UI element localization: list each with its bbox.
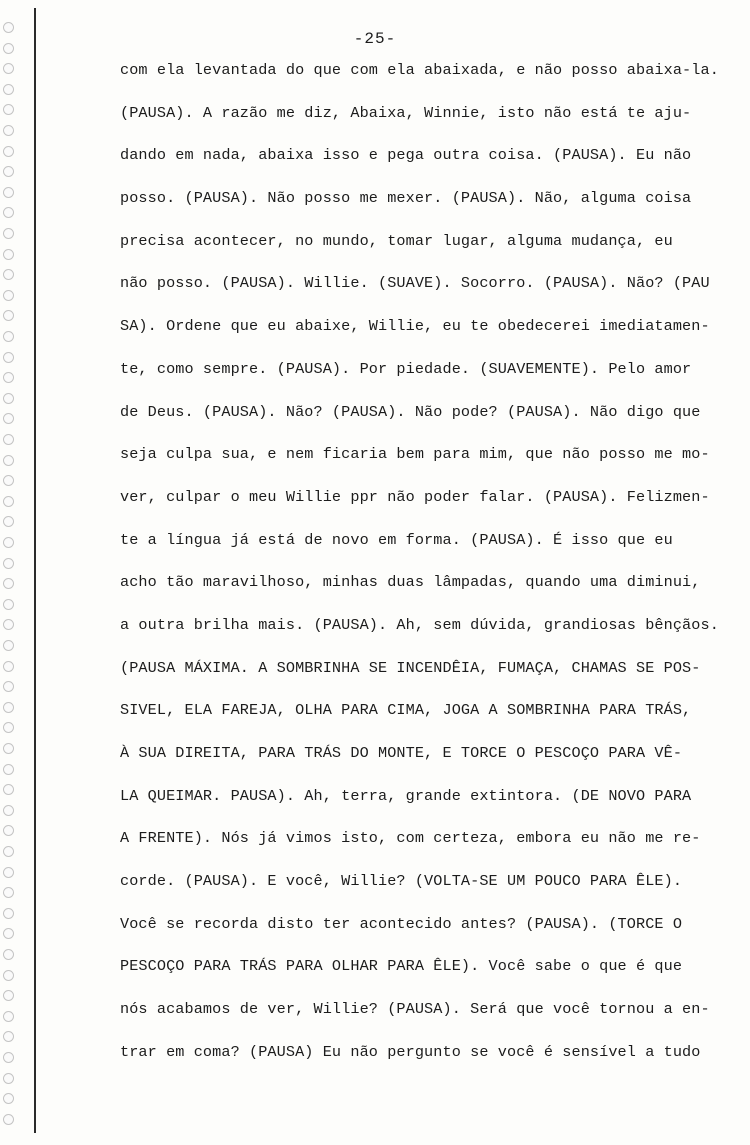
punch-hole xyxy=(3,743,14,754)
punch-hole xyxy=(3,166,14,177)
punch-hole xyxy=(3,805,14,816)
text-line: seja culpa sua, e nem ficaria bem para mim, que não posso me mo- xyxy=(120,445,710,464)
text-line: posso. (PAUSA). Não posso me mexer. (PAUSA). Não, alguma coisa xyxy=(120,189,692,208)
punch-hole xyxy=(3,475,14,486)
text-line: trar em coma? (PAUSA) Eu não pergunto se você é sensível a tudo xyxy=(120,1042,701,1061)
punch-hole xyxy=(3,249,14,260)
punch-hole xyxy=(3,558,14,569)
punch-hole xyxy=(3,269,14,280)
punch-hole xyxy=(3,125,14,136)
punch-hole xyxy=(3,722,14,733)
text-line: (PAUSA MÁXIMA. A SOMBRINHA SE INCENDÊIA, FUMAÇA, CHAMAS SE POS- xyxy=(120,658,701,677)
margin-rule xyxy=(34,8,36,1133)
punch-hole xyxy=(3,372,14,383)
punch-hole xyxy=(3,84,14,95)
punch-hole xyxy=(3,1093,14,1104)
punch-hole xyxy=(3,1052,14,1063)
punch-hole xyxy=(3,434,14,445)
punch-hole xyxy=(3,928,14,939)
punch-hole xyxy=(3,1011,14,1022)
punch-hole xyxy=(3,681,14,692)
punch-hole xyxy=(3,887,14,898)
punch-hole xyxy=(3,908,14,919)
punch-hole xyxy=(3,640,14,651)
punch-hole xyxy=(3,290,14,301)
text-line: com ela levantada do que com ela abaixada, e não posso abaixa-la. xyxy=(120,61,719,79)
punch-hole xyxy=(3,1073,14,1084)
text-line: LA QUEIMAR. PAUSA). Ah, terra, grande extintora. (DE NOVO PARA xyxy=(120,786,692,805)
text-line: a outra brilha mais. (PAUSA). Ah, sem dúvida, grandiosas bênçãos. xyxy=(120,615,719,634)
punch-hole xyxy=(3,228,14,239)
punch-hole xyxy=(3,990,14,1001)
text-line: (PAUSA). A razão me diz, Abaixa, Winnie, isto não está te aju- xyxy=(120,103,692,122)
punch-hole xyxy=(3,619,14,630)
text-line: dando em nada, abaixa isso e pega outra coisa. (PAUSA). Eu não xyxy=(120,146,692,165)
punch-hole xyxy=(3,846,14,857)
punch-hole xyxy=(3,207,14,218)
punch-hole xyxy=(3,1031,14,1042)
text-line: te, como sempre. (PAUSA). Por piedade. (SUAVEMENTE). Pelo amor xyxy=(120,359,692,378)
punch-hole xyxy=(3,970,14,981)
punch-hole xyxy=(3,764,14,775)
punch-hole xyxy=(3,393,14,404)
text-line: corde. (PAUSA). E você, Willie? (VOLTA-SE UM POUCO PARA ÊLE). xyxy=(120,872,683,891)
text-line: te a língua já está de novo em forma. (PAUSA). É isso que eu xyxy=(120,530,673,549)
punch-hole xyxy=(3,516,14,527)
text-line: Você se recorda disto ter acontecido antes? (PAUSA). (TORCE O xyxy=(120,914,683,933)
punch-hole xyxy=(3,455,14,466)
text-line: PESCOÇO PARA TRÁS PARA OLHAR PARA ÊLE). Você sabe o que é que xyxy=(120,957,683,976)
punch-hole xyxy=(3,825,14,836)
text-line: À SUA DIREITA, PARA TRÁS DO MONTE, E TORCE O PESCOÇO PARA VÊ- xyxy=(120,744,683,762)
punch-hole xyxy=(3,784,14,795)
text-line: precisa acontecer, no mundo, tomar lugar, alguma mudança, eu xyxy=(120,231,673,250)
punch-hole xyxy=(3,702,14,713)
punch-hole xyxy=(3,331,14,342)
punch-holes xyxy=(3,22,17,1132)
text-line: não posso. (PAUSA). Willie. (SUAVE). Socorro. (PAUSA). Não? (PAU xyxy=(120,274,710,293)
punch-hole xyxy=(3,867,14,878)
punch-hole xyxy=(3,413,14,424)
punch-hole xyxy=(3,578,14,589)
punch-hole xyxy=(3,146,14,157)
punch-hole xyxy=(3,352,14,363)
text-line: nós acabamos de ver, Willie? (PAUSA). Será que você tornou a en- xyxy=(120,1000,710,1019)
typed-text-body xyxy=(120,57,740,1082)
page-number: -25- xyxy=(353,30,397,48)
punch-hole xyxy=(3,310,14,321)
punch-hole xyxy=(3,1114,14,1125)
punch-hole xyxy=(3,537,14,548)
punch-hole xyxy=(3,104,14,115)
text-line: de Deus. (PAUSA). Não? (PAUSA). Não pode? (PAUSA). Não digo que xyxy=(120,402,701,421)
punch-hole xyxy=(3,949,14,960)
punch-hole xyxy=(3,661,14,672)
text-line: SIVEL, ELA FAREJA, OLHA PARA CIMA, JOGA A SOMBRINHA PARA TRÁS, xyxy=(120,701,692,720)
punch-hole xyxy=(3,599,14,610)
punch-hole xyxy=(3,496,14,507)
text-line: A FRENTE). Nós já vimos isto, com certeza, embora eu não me re- xyxy=(120,829,701,848)
text-line: SA). Ordene que eu abaixe, Willie, eu te obedecerei imediatamen- xyxy=(120,317,710,336)
punch-hole xyxy=(3,187,14,198)
text-line: ver, culpar o meu Willie ppr não poder falar. (PAUSA). Felizmen- xyxy=(120,487,710,506)
punch-hole xyxy=(3,63,14,74)
text-line: acho tão maravilhoso, minhas duas lâmpadas, quando uma diminui, xyxy=(120,573,701,592)
